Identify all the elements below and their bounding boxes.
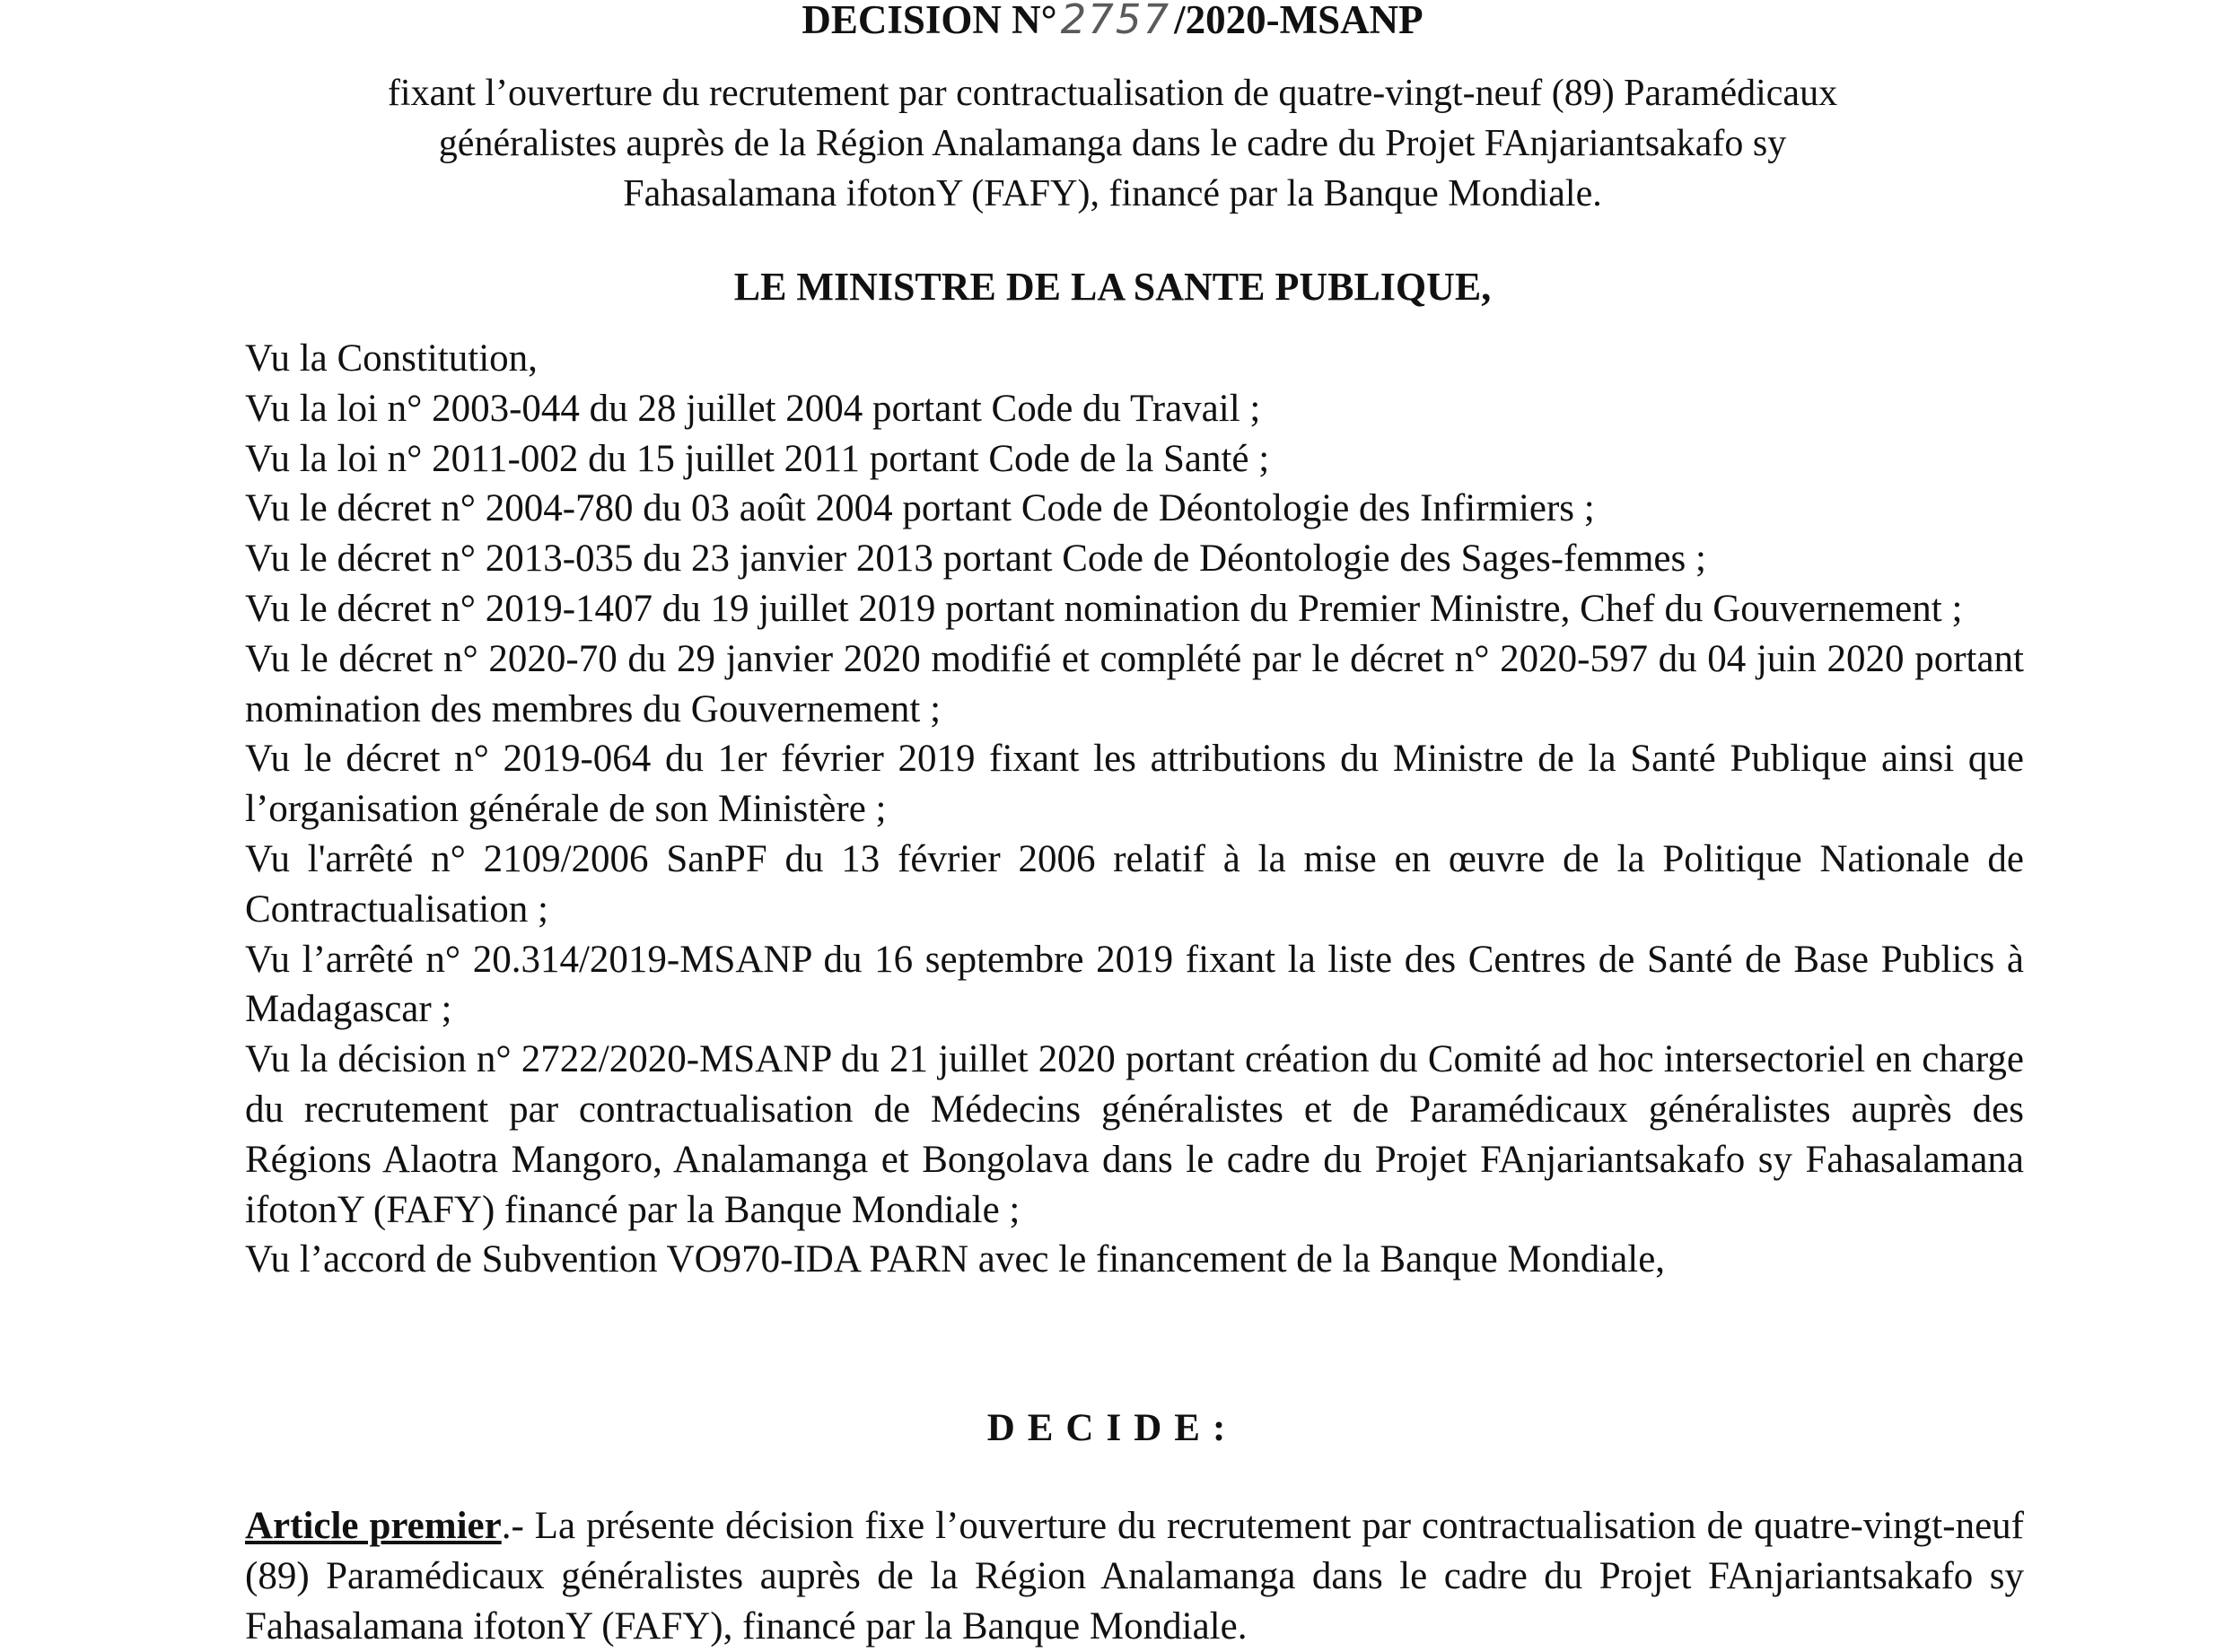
visa-item: Vu la loi n° 2003-044 du 28 juillet 2004 portant Code du Travail ; xyxy=(245,387,1261,430)
decision-title-suffix: /2020-MSANP xyxy=(1174,0,1423,42)
article-label: Article premier xyxy=(245,1505,502,1547)
decision-title-prefix: DECISION N° xyxy=(802,0,1057,42)
visa-item: Vu le décret n° 2013-035 du 23 janvier 2013 portant Code de Déontologie des Sages-femmes ; xyxy=(245,538,1706,581)
decide-heading: DECIDE: xyxy=(986,1407,1239,1449)
visa-item: Vu l’arrêté n° 20.314/2019-MSANP du 16 septembre 2019 fixant la liste des Centres de Santé de Base Publics à Madagascar ; xyxy=(245,938,2024,1031)
subtitle-line: généralistes auprès de la Région Analamanga dans le cadre du Projet FAnjariantsakafo sy xyxy=(438,123,1787,164)
visa-item: Vu la loi n° 2011-002 du 15 juillet 2011 portant Code de la Santé ; xyxy=(245,437,1270,480)
visa-item: Vu l’accord de Subvention VO970-IDA PARN avec le financement de la Banque Mondiale, xyxy=(245,1238,1666,1281)
decision-subtitle xyxy=(0,68,2225,219)
decision-title xyxy=(0,0,2225,45)
visa-item: Vu le décret n° 2020-70 du 29 janvier 2020 modifié et complété par le décret n° 2020-597 du 04 juin 2020 portant nomination des membres du Gouvernement ; xyxy=(245,637,2024,730)
visa-item: Vu la décision n° 2722/2020-MSANP du 21 juillet 2020 portant création du Comité ad hoc intersectoriel en charge du recrutement par contractualisation de Médecins généralistes et de Paramédicaux généralistes auprès des Régions Alaotra Mangoro, Analamanga et Bongolava dans le cadre du Projet FAnjariantsakafo sy Fahasalamana ifotonY (FAFY) financé par la Banque Mondiale ; xyxy=(245,1038,2024,1231)
authority-heading: LE MINISTRE DE LA SANTE PUBLIQUE, xyxy=(733,265,1492,309)
article-first xyxy=(245,1501,2024,1652)
article-text: .- La présente décision fixe l’ouverture du recrutement par contractualisation de quatre-vingt-neuf (89) Paramédicaux généralistes auprès de la Région Analamanga dans le cadre du Projet FAnjariantsakafo sy Fahasalamana ifotonY (FAFY), financé par la Banque Mondiale. xyxy=(245,1505,2024,1648)
visa-item: Vu le décret n° 2019-1407 du 19 juillet 2019 portant nomination du Premier Ministre, Chef du Gouvernement ; xyxy=(245,587,1963,630)
visas-list xyxy=(245,334,2024,1285)
subtitle-line: fixant l’ouverture du recrutement par contractualisation de quatre-vingt-neuf (89) Paramédicaux xyxy=(387,73,1838,114)
visa-item: Vu l'arrêté n° 2109/2006 SanPF du 13 février 2006 relatif à la mise en œuvre de la Politique Nationale de Contractualisation ; xyxy=(245,837,2024,931)
handwritten-decision-number: 2757 xyxy=(1060,0,1171,43)
visa-item: Vu le décret n° 2004-780 du 03 août 2004 portant Code de Déontologie des Infirmiers ; xyxy=(245,487,1595,530)
subtitle-line: Fahasalamana ifotonY (FAFY), financé par la Banque Mondiale. xyxy=(623,173,1602,214)
visa-item: Vu le décret n° 2019-064 du 1er février 2019 fixant les attributions du Ministre de la Santé Publique ainsi que l’organisation générale de son Ministère ; xyxy=(245,738,2024,831)
visa-item: Vu la Constitution, xyxy=(245,337,538,380)
